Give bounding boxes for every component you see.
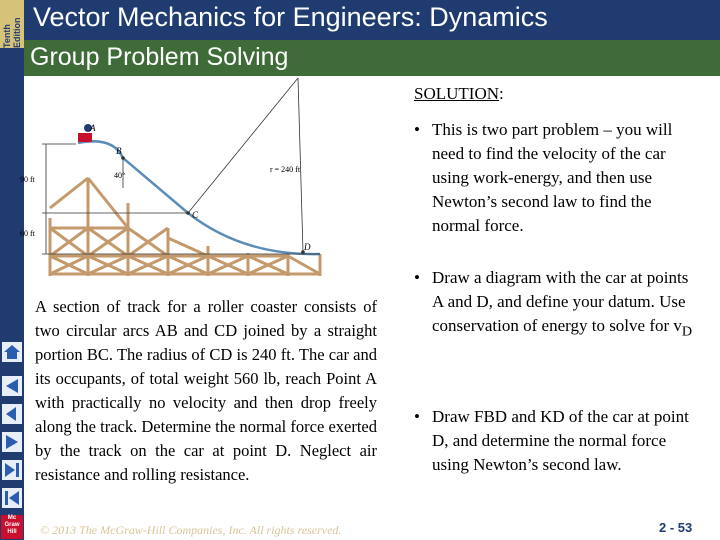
angle-label: 40° xyxy=(114,171,126,180)
section-title: Group Problem Solving xyxy=(30,43,289,71)
copyright-notice: © 2013 The McGraw-Hill Companies, Inc. All rights reserved. xyxy=(40,523,342,537)
previous-page-icon[interactable] xyxy=(2,404,22,424)
edition-badge xyxy=(0,0,24,48)
exit-icon[interactable] xyxy=(2,488,22,508)
page-number: 2 - 53 xyxy=(659,520,693,535)
home-icon[interactable] xyxy=(2,342,22,362)
point-a-label: A xyxy=(90,123,96,133)
radius-label: r = 240 ft xyxy=(270,165,301,174)
sidebar xyxy=(0,0,24,540)
point-d-label: D xyxy=(304,242,311,252)
problem-statement: A section of track for a roller coaster consists of two circular arcs AB and CD joined by a straight portion BC. The radius of CD is 240 ft. The car and its occupants, of total weight 560 lb, reach Point A with practically no velocity and then drop freely along the track. Determine the normal force exerted by the track on the car at point D. Neglect air resistance and rolling resistance. xyxy=(35,297,377,484)
first-page-icon[interactable] xyxy=(2,376,22,396)
solution-heading: SOLUTION: xyxy=(414,84,504,103)
last-page-icon[interactable] xyxy=(2,460,22,480)
page-title: Vector Mechanics for Engineers: Dynamics xyxy=(33,2,548,32)
edition-label: Tenth Edition xyxy=(2,17,22,48)
height-60-label: 60 ft xyxy=(20,229,35,238)
point-b-label: B xyxy=(116,146,122,156)
point-c-label: C xyxy=(192,210,199,220)
height-90-label: 90 ft xyxy=(20,175,35,184)
roller-coaster-figure xyxy=(20,78,328,278)
car-icon xyxy=(78,133,92,142)
track-scaffold xyxy=(50,178,320,276)
next-page-icon[interactable] xyxy=(2,432,22,452)
publisher-logo: Mc Graw Hill xyxy=(1,515,23,539)
